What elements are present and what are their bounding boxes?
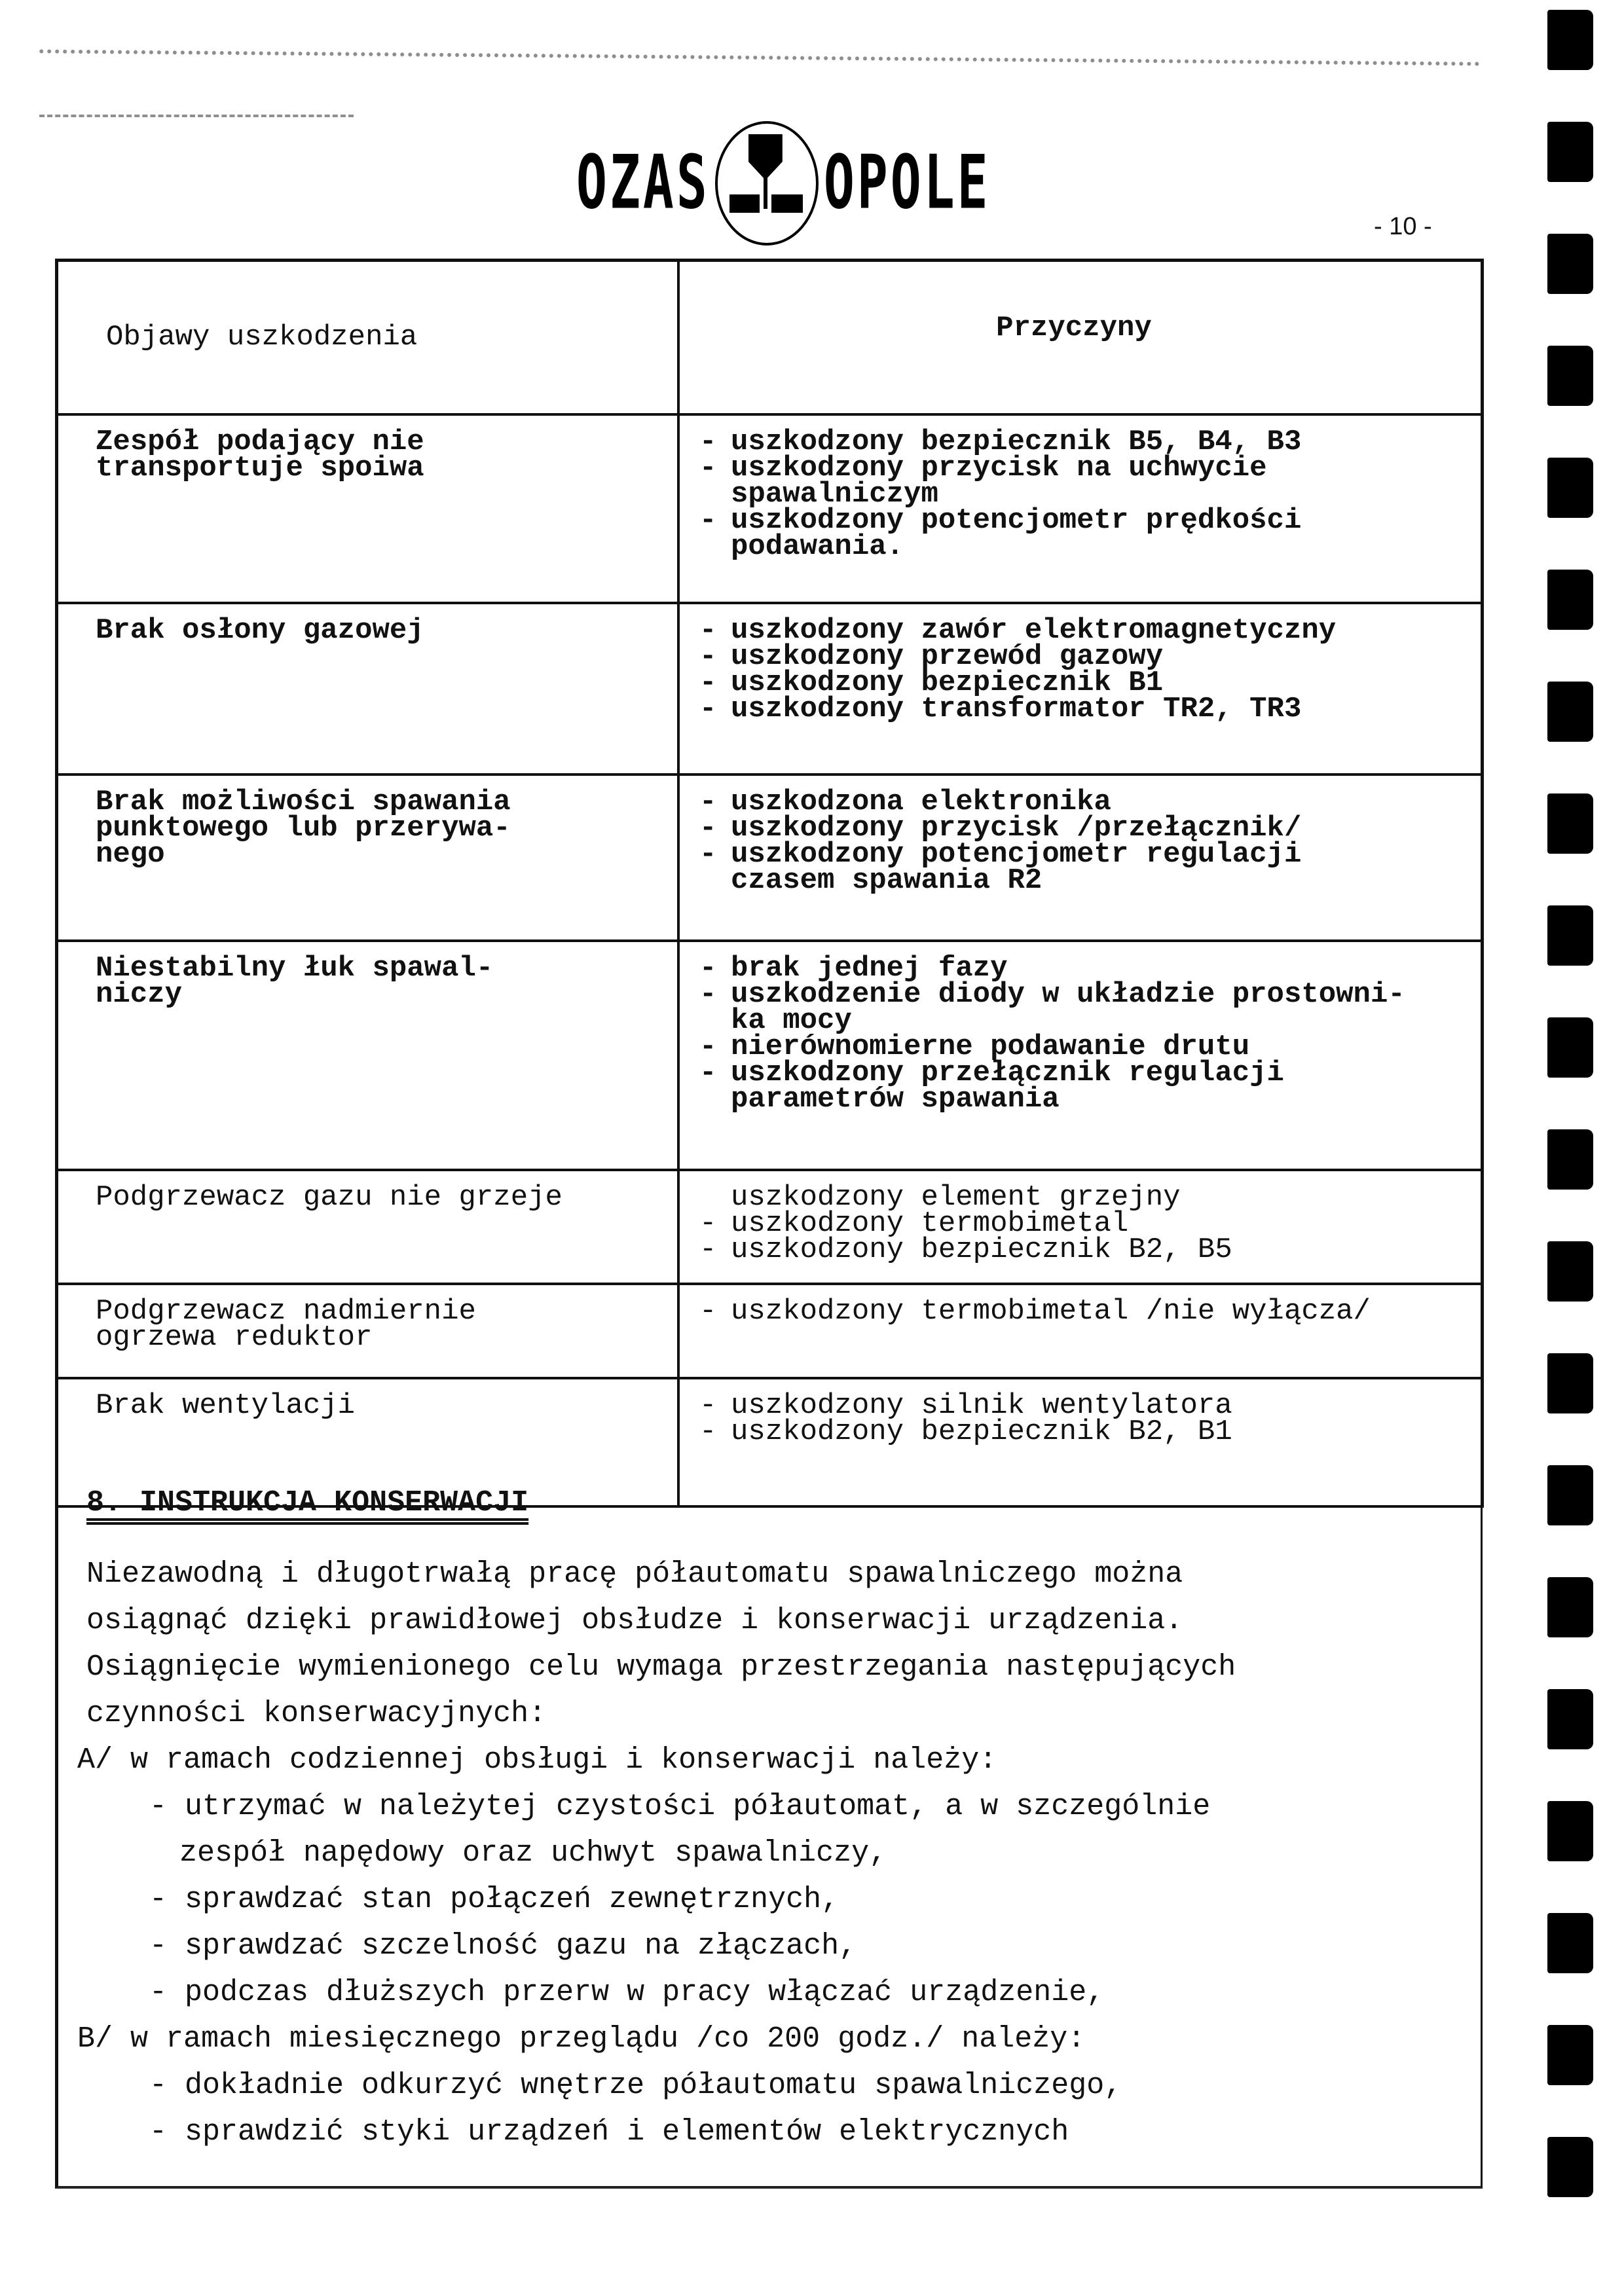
cause-text: uszkodzony element grzejny <box>731 1181 1181 1214</box>
dash-bullet: - <box>699 426 717 458</box>
dash-bullet: - <box>699 786 717 818</box>
binding-hole-icon <box>1547 570 1593 630</box>
dash-bullet: - <box>699 952 717 985</box>
dash-bullet: - <box>699 1030 717 1063</box>
symptom-line: ogrzewa reduktor <box>96 1321 373 1354</box>
table-row <box>56 1170 1483 1284</box>
list-item: - sprawdzać stan połączeń zewnętrznych, <box>149 1883 840 1916</box>
cause-item <box>699 614 1468 647</box>
binding-hole-icon <box>1547 1353 1593 1413</box>
cause-text: czasem spawania R2 <box>731 864 1043 897</box>
dash-bullet: - <box>699 666 717 699</box>
cause-text: uszkodzony bezpiecznik B2, B5 <box>731 1233 1232 1266</box>
page-number: - 10 - <box>1374 213 1432 240</box>
shield-icon <box>748 134 783 180</box>
cause-item <box>699 530 1468 563</box>
paragraph-line: A/ w ramach codziennej obsługi i konserwacji należy: <box>77 1743 997 1777</box>
cause-item <box>699 1030 1468 1063</box>
cause-item <box>699 838 1468 871</box>
scan-noise-dots <box>39 49 1480 92</box>
cause-item <box>699 1295 1468 1328</box>
cause-text: uszkodzona elektronika <box>731 786 1111 818</box>
cause-item <box>699 693 1468 725</box>
binding-hole-icon <box>1547 793 1593 854</box>
cause-text: uszkodzony potencjometr prędkości <box>731 504 1302 537</box>
symptom-line: Brak osłony gazowej <box>96 614 424 647</box>
symptom-line: nego <box>96 838 165 871</box>
section-body <box>77 1551 1449 2155</box>
symptom-line: Podgrzewacz nadmiernie <box>96 1295 476 1328</box>
cause-item <box>699 1207 1468 1240</box>
cause-text: nierównomierne podawanie drutu <box>731 1030 1250 1063</box>
cause-item <box>699 1083 1468 1116</box>
table-body <box>56 414 1483 1506</box>
binding-hole-icon <box>1547 2025 1593 2085</box>
cause-text: uszkodzony przełącznik regulacji <box>731 1057 1284 1089</box>
table-row <box>56 1284 1483 1378</box>
header-symptoms: Objawy uszkodzenia <box>56 260 678 414</box>
cause-item <box>699 666 1468 699</box>
cause-text: uszkodzony bezpiecznik B2, B1 <box>731 1415 1232 1448</box>
binding-hole-icon <box>1547 1129 1593 1190</box>
table-row <box>56 941 1483 1170</box>
cause-text: ka mocy <box>731 1004 852 1037</box>
causes-cell <box>678 774 1483 941</box>
logo-text-left: OZAS <box>576 140 710 227</box>
cause-item <box>699 786 1468 818</box>
list-item: zespół napędowy oraz uchwyt spawalniczy, <box>179 1836 887 1870</box>
binding-hole-icon <box>1547 1577 1593 1637</box>
symptom-line: Podgrzewacz gazu nie grzeje <box>96 1181 563 1214</box>
paragraph-line: B/ w ramach miesięcznego przeglądu /co 200 godz./ należy: <box>77 2022 1086 2056</box>
cause-text: uszkodzony przewód gazowy <box>731 640 1164 673</box>
cause-item <box>699 1233 1468 1266</box>
cause-text: parametrów spawania <box>731 1083 1060 1116</box>
cause-text: uszkodzony przycisk /przełącznik/ <box>731 812 1302 845</box>
cause-text: spawalniczym <box>731 478 938 511</box>
symptom-line: Zespół podający nie <box>96 426 424 458</box>
dash-bullet: - <box>699 1207 717 1240</box>
cause-item <box>699 1057 1468 1089</box>
binding-hole-icon <box>1547 1465 1593 1525</box>
maintenance-section <box>77 1480 1449 2155</box>
dash-bullet: - <box>699 452 717 484</box>
binding-hole-icon <box>1547 122 1593 182</box>
cause-text: uszkodzony bezpiecznik B5, B4, B3 <box>731 426 1302 458</box>
dash-bullet: - <box>699 1057 717 1089</box>
paragraph-line: Niezawodną i długotrwałą pracę półautomatu spawalniczego można <box>86 1558 1183 1591</box>
symptom-line: Brak możliwości spawania <box>96 786 511 818</box>
binding-hole-icon <box>1547 1913 1593 1973</box>
table-row <box>56 414 1483 603</box>
binding-hole-icon <box>1547 458 1593 518</box>
cause-item <box>699 452 1468 484</box>
section-title: 8. INSTRUKCJA KONSERWACJI <box>86 1486 529 1520</box>
list-item: - sprawdzać szczelność gazu na złączach, <box>149 1929 857 1963</box>
symptom-line: Niestabilny łuk spawal- <box>96 952 494 985</box>
dash-bullet: - <box>699 1415 717 1448</box>
paragraph-line: Osiągnięcie wymienionego celu wymaga przestrzegania następujących <box>86 1650 1236 1684</box>
dash-bullet: - <box>699 1233 717 1266</box>
symptom-cell <box>56 941 678 1170</box>
cause-text: uszkodzony silnik wentylatora <box>731 1389 1232 1422</box>
binding-hole-icon <box>1547 905 1593 966</box>
causes-cell <box>678 941 1483 1170</box>
symptom-cell <box>56 774 678 941</box>
binding-hole-icon <box>1547 1689 1593 1749</box>
cause-item <box>699 952 1468 985</box>
cause-text: uszkodzony zawór elektromagnetyczny <box>731 614 1337 647</box>
dash-bullet: - <box>699 978 717 1011</box>
company-logo <box>576 124 991 242</box>
cause-item <box>699 1415 1468 1448</box>
cause-text: podawania. <box>731 530 904 563</box>
binding-hole-icon <box>1547 346 1593 406</box>
fault-table <box>55 259 1484 1508</box>
dash-bullet: - <box>699 838 717 871</box>
cause-item <box>699 978 1468 1011</box>
paragraph-line: osiągnąć dzięki prawidłowej obsłudze i konserwacji urządzenia. <box>86 1604 1183 1637</box>
dash-bullet: - <box>699 812 717 845</box>
cause-item <box>699 640 1468 673</box>
cause-text: uszkodzony termobimetal /nie wyłącza/ <box>731 1295 1371 1328</box>
dash-bullet: - <box>699 1295 717 1328</box>
cause-item <box>699 1389 1468 1422</box>
binding-hole-icon <box>1547 2137 1593 2197</box>
symptom-line: punktowego lub przerywa- <box>96 812 511 845</box>
dash-bullet: - <box>699 640 717 673</box>
causes-cell <box>678 1170 1483 1284</box>
cause-text: brak jednej fazy <box>731 952 1008 985</box>
dash-bullet: - <box>699 504 717 537</box>
symptom-line: niczy <box>96 978 183 1011</box>
symptom-cell <box>56 1170 678 1284</box>
binding-hole-icon <box>1547 1241 1593 1302</box>
cause-text: uszkodzony przycisk na uchwycie <box>731 452 1267 484</box>
cause-text: uszkodzenie diody w układzie prostowni- <box>731 978 1405 1011</box>
symptom-line: Brak wentylacji <box>96 1389 356 1422</box>
table-row <box>56 774 1483 941</box>
logo-text-right: OPOLE <box>823 140 991 227</box>
dash-bullet: - <box>699 614 717 647</box>
list-item: - podczas dłuższych przerw w pracy włączać urządzenie, <box>149 1976 1105 2009</box>
symptom-cell <box>56 603 678 774</box>
cause-item <box>699 426 1468 458</box>
binding-hole-icon <box>1547 1801 1593 1861</box>
cause-item <box>699 812 1468 845</box>
dash-bullet: - <box>699 1389 717 1422</box>
binding-hole-icon <box>1547 10 1593 70</box>
list-item: - utrzymać w należytej czystości półautomat, a w szczególnie <box>149 1790 1211 1823</box>
binding-hole-icon <box>1547 1017 1593 1078</box>
cause-item <box>699 1004 1468 1037</box>
cause-item <box>699 1181 1468 1214</box>
symptom-cell <box>56 1284 678 1378</box>
list-item: - dokładnie odkurzyć wnętrze półautomatu spawalniczego, <box>149 2069 1122 2102</box>
table-header-row <box>56 260 1483 414</box>
binding-holes <box>1547 10 1593 2249</box>
causes-cell <box>678 414 1483 603</box>
cause-item <box>699 478 1468 511</box>
paragraph-line: czynności konserwacyjnych: <box>86 1697 547 1730</box>
cause-item <box>699 864 1468 897</box>
cause-text: uszkodzony bezpiecznik B1 <box>731 666 1164 699</box>
symptom-line: transportuje spoiwa <box>96 452 424 484</box>
cause-text: uszkodzony transformator TR2, TR3 <box>731 693 1302 725</box>
binding-hole-icon <box>1547 682 1593 742</box>
table-row <box>56 603 1483 774</box>
cause-text: uszkodzony potencjometr regulacji <box>731 838 1302 871</box>
logo-emblem-icon <box>715 121 819 246</box>
binding-hole-icon <box>1547 234 1593 294</box>
list-item: - sprawdzić styki urządzeń i elementów elektrycznych <box>149 2115 1069 2149</box>
cause-text: uszkodzony termobimetal <box>731 1207 1129 1240</box>
scan-noise-line <box>39 115 354 117</box>
causes-cell <box>678 1284 1483 1378</box>
cause-item <box>699 504 1468 537</box>
symptom-cell <box>56 414 678 603</box>
dash-bullet: - <box>699 693 717 725</box>
header-causes: Przyczyny <box>678 260 1483 414</box>
causes-cell <box>678 603 1483 774</box>
